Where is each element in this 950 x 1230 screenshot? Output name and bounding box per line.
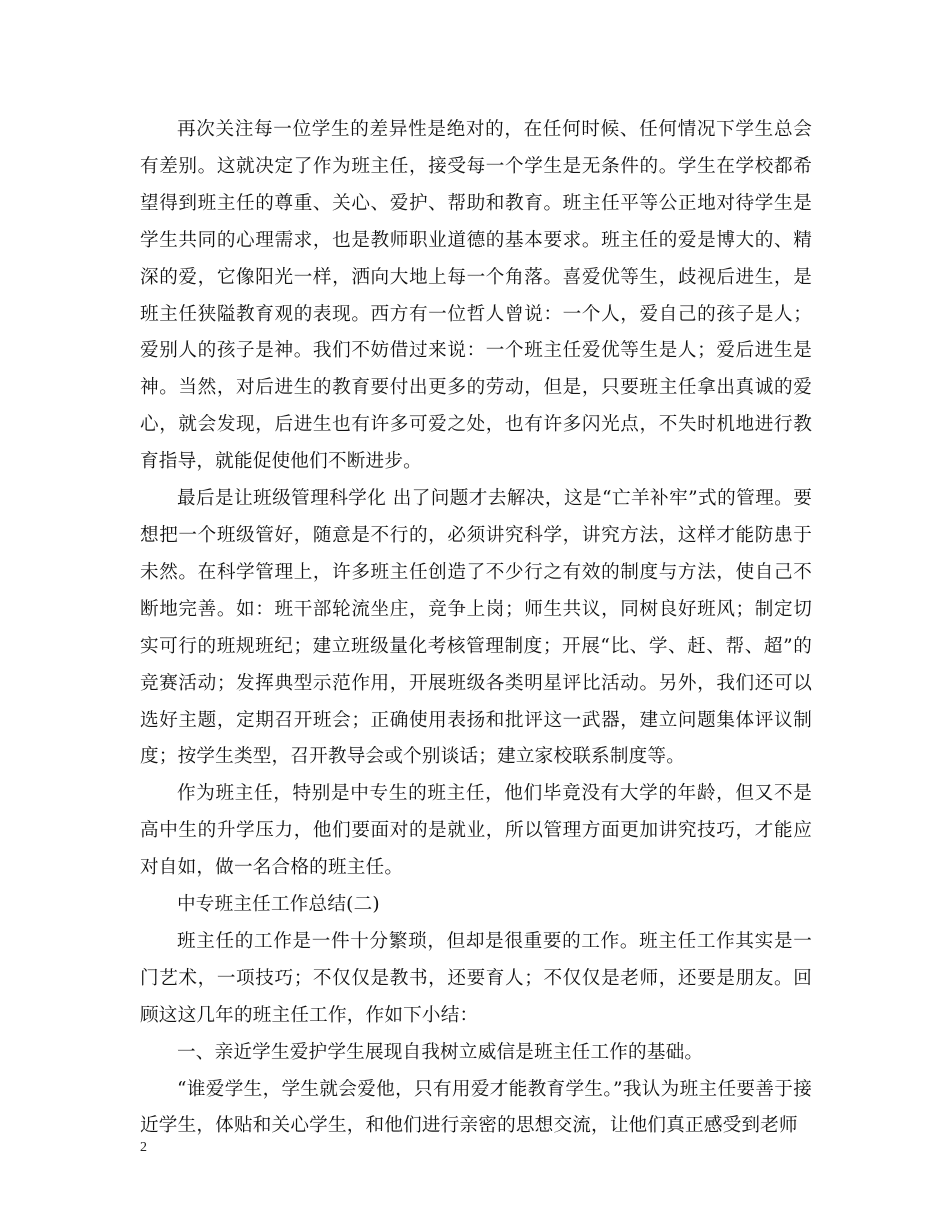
body-text (140, 112, 812, 1145)
paragraph-intro: 班主任的工作是一件十分繁琐，但却是很重要的工作。班主任工作其实是一门艺术，一项技巧；不仅仅是教书，还要育人；不仅仅是老师，还要是朋友。回顾这这几年的班主任工作，作如下小结： (140, 930, 812, 1026)
paragraph-scientific-management: 最后是让班级管理科学化 出了问题才去解决，这是“亡羊补牢”式的管理。要想把一个班级管好，随意是不行的，必须讲究科学，讲究方法，这样才能防患于未然。在科学管理上，许多班主任创造了不少行之有效的制度与方法，使自己不断地完善。如：班干部轮流坐庄，竞争上岗；师生共议，同树良好班风；制定切实可行的班规班纪；建立班级量化考核管理制度；开展“比、学、赶、帮、超”的竞赛活动；发挥典型示范作用，开展班级各类明星评比活动。另外，我们还可以选好主题，定期召开班会；正确使用表扬和批评这一武器，建立问题集体评议制度；按学生类型，召开教导会或个别谈话；建立家校联系制度等。 (140, 488, 812, 768)
section-heading: 中专班主任工作总结(二) (177, 894, 380, 916)
paragraph-care-for-students: 再次关注每一位学生的差异性是绝对的，在任何时候、任何情况下学生总会有差别。这就决定了作为班主任，接受每一个学生是无条件的。学生在学校都希望得到班主任的尊重、关心、爱护、帮助和教育。班主任平等公正地对待学生是学生共同的心理需求，也是教师职业道德的基本要求。班主任的爱是博大的、精深的爱，它像阳光一样，洒向大地上每一个角落。喜爱优等生，歧视后进生，是班主任狭隘教育观的表现。西方有一位哲人曾说：一个人，爱自己的孩子是人；爱别人的孩子是神。我们不妨借过来说：一个班主任爱优等生是人；爱后进生是神。当然，对后进生的教育要付出更多的劳动，但是，只要班主任拿出真诚的爱心，就会发现，后进生也有许多可爱之处，也有许多闪光点，不失时机地进行教育指导，就能促使他们不断进步。 (140, 119, 812, 473)
paragraph-point-one: 一、亲近学生爱护学生展现自我树立威信是班主任工作的基础。 (177, 1041, 704, 1063)
paragraph-vocational-class-teacher: 作为班主任，特别是中专生的班主任，他们毕竟没有大学的年龄，但又不是高中生的升学压力，他们要面对的是就业，所以管理方面更加讲究技巧，才能应对自如，做一名合格的班主任。 (140, 783, 812, 879)
page-number: 2 (140, 1140, 147, 1155)
paragraph-quote: “谁爱学生，学生就会爱他，只有用爱才能教育学生。”我认为班主任要善于接近学生，体贴和关心学生，和他们进行亲密的思想交流，让他们真正感受到老师 (140, 1078, 812, 1137)
